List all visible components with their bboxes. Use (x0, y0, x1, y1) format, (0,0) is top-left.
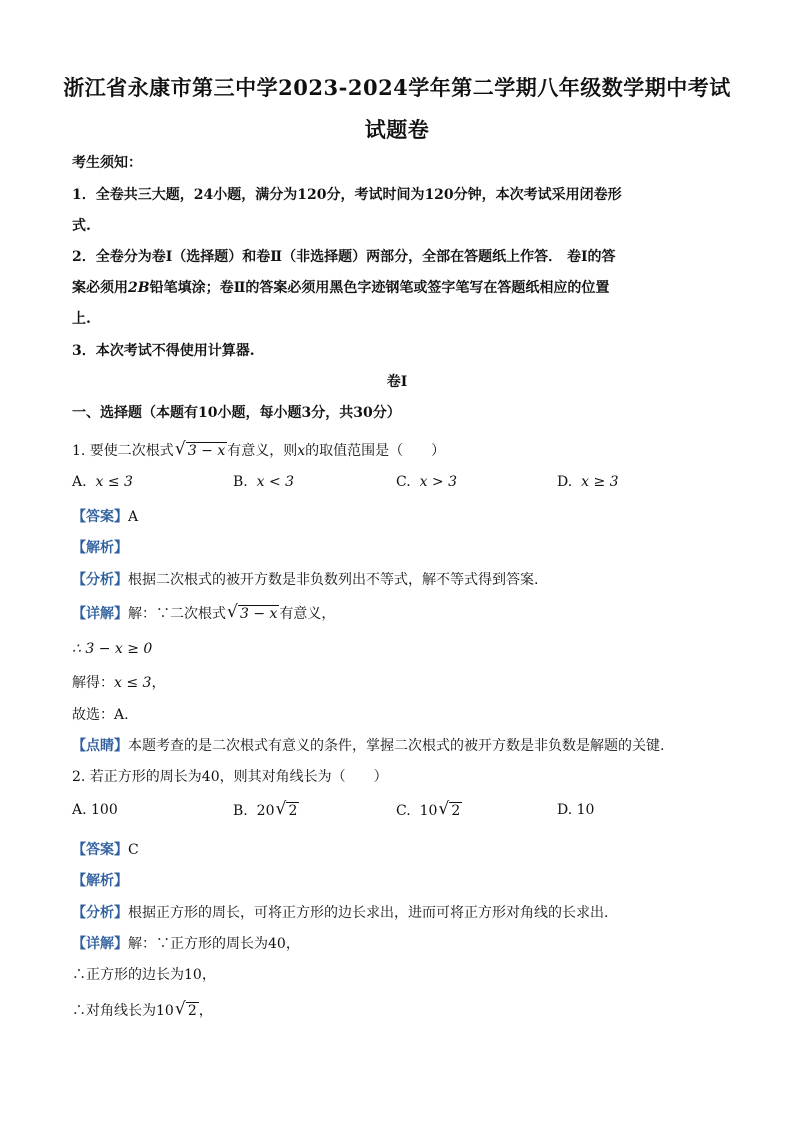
q1-stem-pre: 1. 要使二次根式 (72, 443, 174, 459)
sqrt-expression (176, 442, 227, 459)
q1-stem-post: 有意义，则 (227, 443, 298, 459)
section-heading-choice: 一、选择题（本题有10小题，每小题3分，共30分） (72, 405, 401, 421)
answer-tag: 【答案】 (72, 842, 128, 858)
q2-analysis-tag (72, 870, 128, 890)
q1-step3: 故选：A. (72, 707, 129, 723)
q1-fenxi (72, 569, 538, 589)
pencil-grade: 2B (128, 280, 150, 296)
option-label: C. (396, 803, 411, 819)
option-label: B. (233, 803, 248, 819)
coefficient: 20 (256, 803, 275, 819)
step2-pre: ∴对角线长为 (72, 1003, 156, 1019)
q1-option-b (233, 474, 294, 490)
inequality: ∴ 3 − x ≥ 0 (72, 641, 153, 657)
q2-option-a: A. 100 (72, 802, 118, 818)
radicand: 2 (451, 803, 461, 819)
xiangjie-tag: 【详解】 (72, 936, 128, 952)
q2-fenxi (72, 902, 608, 922)
option-label: B. (233, 474, 248, 490)
step2-post: ， (151, 675, 166, 691)
q2-option-d: D. 10 (557, 802, 595, 818)
radicand: 2 (187, 1003, 197, 1019)
notice-item-2-pre: 案必须用 (72, 280, 128, 296)
q2-step2 (72, 1000, 213, 1020)
q1-step1 (72, 641, 152, 657)
coefficient: 10 (419, 803, 438, 819)
option-value: x > 3 (419, 474, 458, 490)
option-label: D. (557, 474, 573, 490)
q2-step1: ∴正方形的边长为10， (72, 967, 216, 983)
xiangjie-text: 解：∵正方形的周长为40， (128, 936, 300, 952)
answer-tag: 【答案】 (72, 509, 128, 525)
fenxi-tag: 【分析】 (72, 905, 128, 921)
q1-answer (72, 506, 138, 526)
solution: x ≤ 3 (114, 675, 152, 691)
dianjing-text: 本题考查的是二次根式有意义的条件，掌握二次根式的被开方数是非负数是解题的关键. (128, 738, 665, 754)
q1-option-c (396, 474, 457, 490)
q2-option-b (233, 802, 299, 819)
notice-item-1-cont: 式. (72, 218, 91, 234)
exam-title-line1: 浙江省永康市第三中学2023-2024学年第二学期八年级数学期中考试 (63, 75, 731, 100)
exam-title-line2: 试题卷 (364, 117, 430, 142)
xiangjie-tag: 【详解】 (72, 606, 128, 622)
option-value: x ≥ 3 (581, 474, 619, 490)
option-label: A. (72, 474, 87, 490)
option-value: x < 3 (256, 474, 295, 490)
sqrt-expression (439, 802, 462, 819)
step2-post: ， (198, 1003, 213, 1019)
notice-item-2-end: 上. (72, 311, 91, 327)
q2-xiangjie (72, 933, 300, 953)
q1-step2 (72, 672, 165, 692)
notice-item-2: 2．全卷分为卷Ⅰ（选择题）和卷Ⅱ（非选择题）两部分，全部在答题纸上作答． 卷Ⅰ的答 (72, 249, 616, 265)
fenxi-text: 根据正方形的周长，可将正方形的边长求出，进而可将正方形对角线的长求出. (128, 905, 609, 921)
notice-item-3: 3．本次考试不得使用计算器. (72, 343, 255, 359)
volume-label: 卷Ⅰ (386, 374, 408, 390)
option-value: x ≤ 3 (95, 474, 133, 490)
sqrt-expression (276, 802, 299, 819)
option-label: C. (396, 474, 411, 490)
q1-analysis-tag (72, 537, 128, 557)
analysis-tag: 【解析】 (72, 873, 128, 889)
radicand: 3 − x (240, 606, 278, 622)
xiangjie-pre: 解：∵二次根式 (128, 606, 226, 622)
variable-x: x (297, 443, 306, 459)
q1-option-a (72, 474, 133, 490)
xiangjie-post: 有意义， (279, 606, 336, 622)
sqrt-expression (228, 605, 279, 622)
notice-heading: 考生须知： (72, 155, 142, 171)
q1-xiangjie (72, 603, 335, 623)
notice-item-2-post: 铅笔填涂；卷Ⅱ的答案必须用黑色字迹钢笔或签字笔写在答题纸相应的位置 (149, 280, 610, 296)
question-2-stem: 2. 若正方形的周长为40，则其对角线长为（ ） (72, 769, 388, 785)
fenxi-tag: 【分析】 (72, 572, 128, 588)
sqrt-expression (176, 1002, 199, 1019)
q2-option-c (396, 802, 462, 819)
question-1-stem (72, 440, 445, 460)
q2-answer (72, 839, 139, 859)
q1-stem-end: 的取值范围是（ ） (305, 443, 446, 459)
q1-dianjing (72, 735, 664, 755)
notice-item-1: 1．全卷共三大题，24小题，满分为120分，考试时间为120分钟，本次考试采用闭卷形 (72, 187, 622, 203)
answer-value: C (128, 842, 139, 858)
dianjing-tag: 【点睛】 (72, 738, 128, 754)
answer-value: A (128, 509, 139, 525)
radicand: 3 − x (187, 443, 226, 459)
radicand: 2 (288, 803, 298, 819)
notice-item-2-cont (72, 277, 609, 297)
analysis-tag: 【解析】 (72, 540, 128, 556)
fenxi-text: 根据二次根式的被开方数是非负数列出不等式，解不等式得到答案. (128, 572, 539, 588)
q1-option-d (557, 474, 619, 490)
step2-pre: 解得： (72, 675, 114, 691)
coefficient: 10 (156, 1003, 174, 1019)
